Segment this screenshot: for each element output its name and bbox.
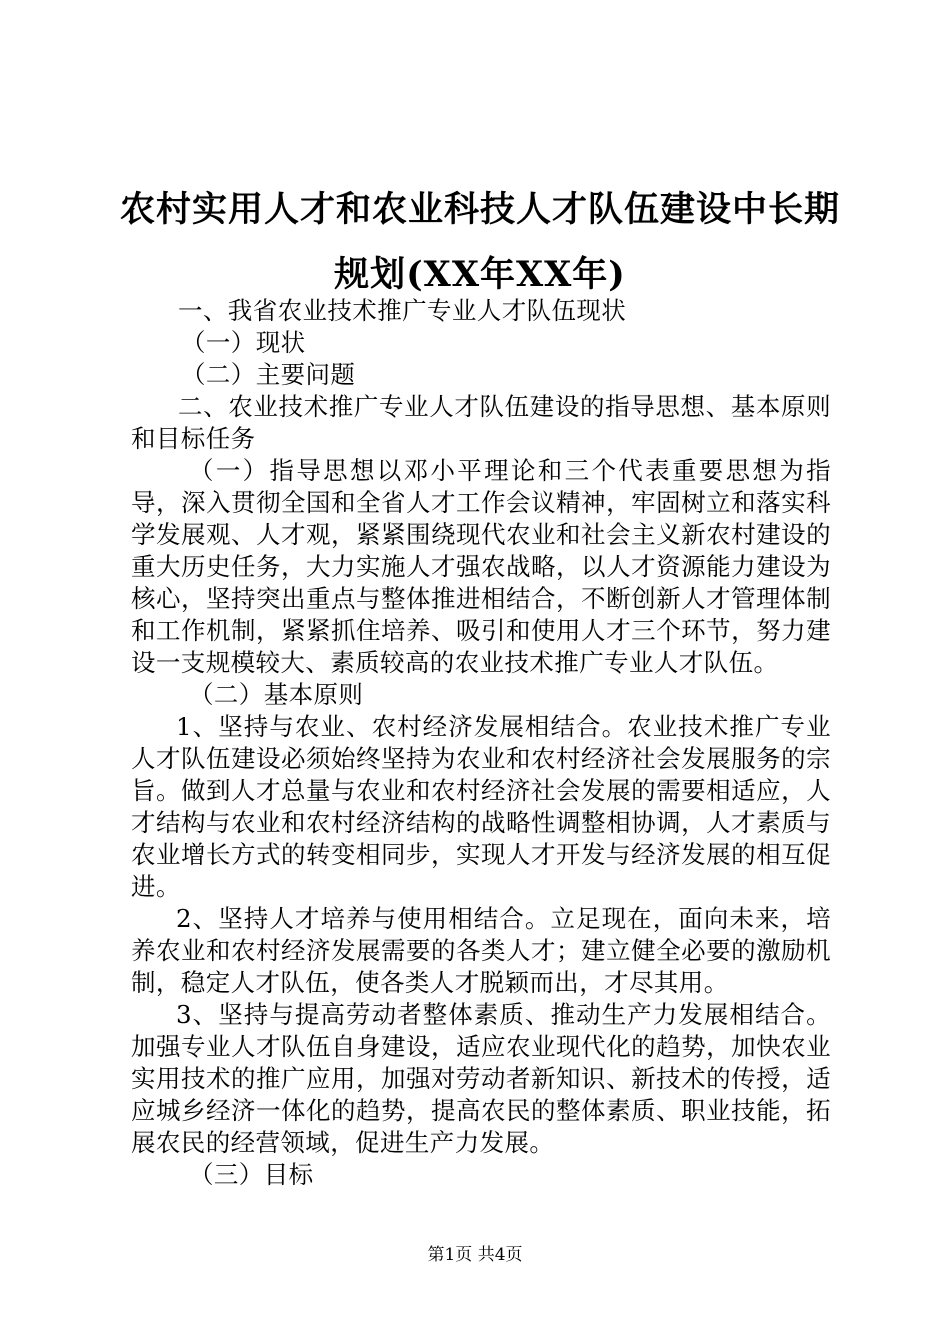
paragraph-principle-2: 2、坚持人才培养与使用相结合。立足现在，面向未来，培养农业和农村经济发展需要的各类人才；建立健全必要的激励机制，稳定人才队伍，使各类人才脱颖而出，才尽其用。: [131, 904, 831, 997]
paragraph-principle-1: 1、坚持与农业、农村经济发展相结合。农业技术推广专业人才队伍建设必须始终坚持为农业和农村经济社会发展服务的宗旨。做到人才总量与农业和农村经济社会发展的需要相适应，人才结构与农业和农村经济结构的战略性调整相协调，人才素质与农业增长方式的转变相同步，实现人才开发与经济发展的相互促进。: [131, 712, 831, 901]
page-footer: 第1页 共4页: [427, 1245, 523, 1265]
subsection-heading-goals: （三）目标: [189, 1160, 314, 1189]
document-title-line-1: 农村实用人才和农业科技人才队伍建设中长期: [120, 189, 841, 230]
subsection-heading-status: （一）现状: [181, 328, 306, 357]
subsection-heading-problems: （二）主要问题: [181, 360, 356, 389]
subsection-heading-principles: （二）基本原则: [189, 680, 364, 709]
section-heading-2: 二、农业技术推广专业人才队伍建设的指导思想、基本原则和目标任务: [131, 392, 831, 453]
paragraph-principle-3: 3、坚持与提高劳动者整体素质、推动生产力发展相结合。加强专业人才队伍自身建设，适应农业现代化的趋势，加快农业实用技术的推广应用，加强对劳动者新知识、新技术的传授，适应城乡经济一体化的趋势，提高农民的整体素质、职业技能，拓展农民的经营领域，促进生产力发展。: [131, 1000, 831, 1157]
section-heading-1: 一、我省农业技术推广专业人才队伍现状: [178, 296, 627, 325]
document-body: [131, 295, 831, 1191]
paragraph-guiding-thought: （一）指导思想以邓小平理论和三个代表重要思想为指导，深入贯彻全国和全省人才工作会议精神，牢固树立和落实科学发展观、人才观，紧紧围绕现代农业和社会主义新农村建设的重大历史任务，大力实施人才强农战略，以人才资源能力建设为核心，坚持突出重点与整体推进相结合，不断创新人才管理体制和工作机制，紧紧抓住培养、吸引和使用人才三个环节，努力建设一支规模较大、素质较高的农业技术推广专业人才队伍。: [131, 456, 831, 677]
document-title-line-2: 规划(XX年XX年): [334, 254, 626, 295]
